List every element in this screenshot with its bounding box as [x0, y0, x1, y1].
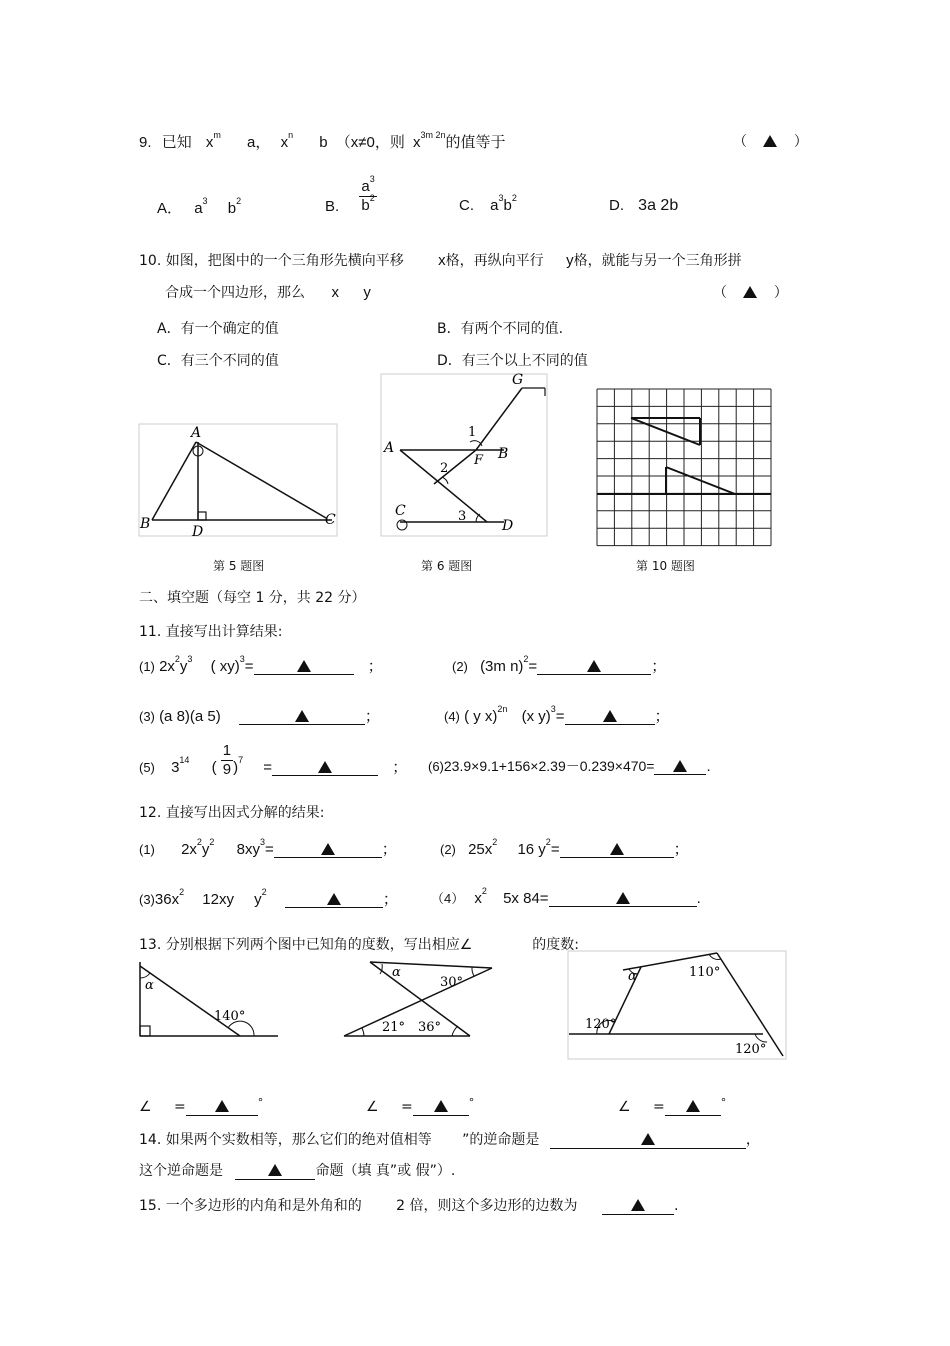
equals: =	[264, 841, 274, 858]
part-label: (3)	[139, 892, 155, 907]
equals: =	[539, 890, 549, 907]
q14-line2	[139, 1160, 455, 1180]
expr: 5x 84	[503, 890, 540, 907]
q12-part-3	[139, 888, 398, 909]
degree-symbol: °	[720, 1096, 727, 1109]
expr: (3m n)	[480, 658, 524, 675]
q15-text: 2 倍，则这个多边形的边数为	[396, 1198, 578, 1214]
q10-option-b[interactable]: B．有两个不同的值.	[437, 321, 564, 337]
q14-text: 14. 如果两个实数相等，那么它们的绝对值相等	[139, 1132, 432, 1148]
fig5-label-d: D	[192, 524, 204, 540]
q9-option-d[interactable]	[609, 197, 678, 215]
equals: =	[555, 708, 565, 725]
option-exp: 2	[511, 193, 517, 203]
q9-exp-m: m	[213, 130, 221, 140]
exp: 3	[187, 654, 193, 664]
q11-4-answer-blank[interactable]	[565, 708, 655, 725]
exp: 2	[523, 654, 529, 664]
fraction-den: 9	[222, 761, 232, 778]
q12-part-1	[139, 838, 397, 859]
fig6-label-g: G	[512, 372, 524, 388]
figure-5-caption: 第 5 题图	[213, 559, 265, 573]
expr: ( y x)	[464, 708, 498, 725]
fig5-label-b: B	[140, 516, 151, 532]
q9-condition: （x≠0，则	[335, 134, 405, 151]
part-label: (4)	[444, 709, 460, 724]
q9-var-a: a	[247, 134, 256, 151]
q10-option-d[interactable]: D．有三个以上不同的值	[437, 353, 588, 369]
q13-answer-2	[366, 1096, 474, 1116]
q12-3-answer-blank[interactable]	[285, 891, 383, 908]
separator: ；	[367, 658, 383, 675]
q13-fig2-alpha: α	[392, 965, 401, 980]
answer-triangle-icon	[603, 710, 617, 722]
separator: ；	[654, 708, 670, 725]
expr: (a 8)(a 5)	[159, 708, 221, 725]
paren-open: （	[733, 134, 747, 150]
q13-fig3-alpha: α	[628, 969, 637, 984]
expr: 12xy	[202, 891, 234, 908]
q14-text: 这个逆命题是	[139, 1163, 223, 1179]
fraction-den: b	[361, 197, 370, 214]
answer-triangle-icon	[673, 760, 687, 772]
part-label: （4）	[431, 891, 465, 906]
q13-title	[139, 934, 579, 954]
part-label: (1)	[139, 842, 155, 857]
angle-symbol: ∠	[618, 1099, 631, 1115]
exp: 7	[238, 755, 244, 765]
part-label: (1)	[139, 659, 155, 674]
option-label: B.	[325, 198, 340, 215]
q13-fig1-angle-140: 140°	[214, 1009, 246, 1024]
q11-2-answer-blank[interactable]	[537, 658, 651, 675]
fig5-label-c: C	[325, 512, 336, 528]
q10-var-y: y	[363, 284, 371, 301]
fig6-label-c: C	[395, 503, 406, 519]
q13-text: 13. 分别根据下列两个图中已知角的度数，写出相应∠	[139, 937, 473, 953]
q10-line2	[165, 282, 371, 302]
q13-3-answer-blank[interactable]	[665, 1099, 721, 1116]
expr: y	[254, 891, 262, 908]
option-term: b	[503, 197, 512, 214]
q9-number: 9.	[139, 134, 152, 151]
q13-fig2-angle-21: 21°	[382, 1020, 406, 1035]
expr: 8xy	[236, 841, 260, 858]
fig6-label-1: 1	[468, 425, 477, 440]
option-label: D.	[609, 197, 624, 214]
answer-triangle-icon	[295, 710, 309, 722]
equals: =	[550, 841, 560, 858]
q13-figure-3	[567, 950, 787, 1060]
equals: =	[244, 658, 254, 675]
exp: 2	[174, 654, 180, 664]
q15-answer-blank[interactable]	[602, 1198, 674, 1215]
fig6-label-b: B	[498, 446, 509, 462]
expr: y	[201, 841, 210, 858]
answer-triangle-icon	[587, 660, 601, 672]
figure-6-caption: 第 6 题图	[421, 559, 473, 573]
separator: ；	[673, 841, 689, 858]
option-exp: 3	[498, 193, 504, 203]
q10-var-x: x	[331, 284, 339, 301]
answer-triangle-icon	[434, 1100, 448, 1112]
expr: y	[179, 658, 188, 675]
expr: (x y)	[521, 708, 551, 725]
q9-option-b[interactable]	[325, 174, 377, 215]
q13-fig2-angle-30: 30°	[440, 975, 464, 990]
expr: 16 y	[517, 841, 546, 858]
expr: 23.9×9.1+156×2.39－0.239×470=	[443, 758, 655, 774]
exp: 2	[261, 887, 267, 897]
q11-5-fraction	[221, 742, 233, 779]
equals: =	[528, 658, 538, 675]
q12-1-answer-blank[interactable]	[274, 841, 382, 858]
q12-2-answer-blank[interactable]	[560, 841, 674, 858]
exp: 3	[550, 704, 556, 714]
figure-10-caption: 第 10 题图	[636, 559, 695, 573]
expr: 25x	[468, 841, 493, 858]
q13-figure-2	[340, 958, 496, 1040]
q11-part-5	[139, 742, 407, 779]
q9-exp-3m2n: 3m 2n	[420, 130, 446, 140]
q11-part-3	[139, 705, 380, 726]
q9-tail: 的值等于	[445, 134, 506, 151]
answer-triangle-icon	[631, 1199, 645, 1211]
q13-answer-3	[618, 1096, 726, 1116]
option-exp: 2	[236, 196, 242, 206]
q9-comma: ，	[255, 134, 271, 151]
fig6-label-f: F	[474, 453, 484, 468]
separator: ；	[392, 759, 408, 776]
fig6-label-3: 3	[458, 509, 467, 524]
paren-close: ）	[773, 285, 788, 301]
separator: ；	[651, 658, 667, 675]
answer-triangle-icon	[641, 1133, 655, 1145]
option-fraction	[359, 174, 376, 215]
expr: 2x	[159, 658, 175, 675]
q14-text: 命题（填 真”或 假”）.	[315, 1163, 456, 1179]
q9-var-x2: x	[280, 134, 289, 151]
q13-fig2-angle-36: 36°	[418, 1020, 442, 1035]
answer-triangle-icon	[610, 843, 624, 855]
paren: (	[211, 759, 217, 776]
paren-open: （	[713, 285, 727, 301]
q9-exp-n: n	[288, 130, 294, 140]
q11-5-answer-blank[interactable]	[272, 759, 378, 776]
fraction-den-exp: 2	[369, 193, 375, 203]
q11-3-answer-blank[interactable]	[239, 708, 365, 725]
separator: .	[673, 1198, 679, 1214]
expr: 3	[171, 759, 180, 776]
q11-part-1	[139, 655, 383, 676]
fig6-label-a: A	[384, 440, 395, 456]
q14-line1	[139, 1129, 760, 1149]
fig6-label-d: D	[502, 518, 514, 534]
separator: ；	[364, 708, 380, 725]
q14-answer-blank-2[interactable]	[235, 1163, 315, 1180]
q9-option-c[interactable]	[459, 193, 517, 214]
q10-text: 格，就能与另一个三角形拼	[573, 253, 742, 269]
exp: 14	[179, 755, 190, 765]
q13-2-answer-blank[interactable]	[413, 1099, 469, 1116]
q13-fig3-angle-110: 110°	[689, 965, 721, 980]
option-text: 3a 2b	[638, 197, 679, 214]
exp: 2	[179, 887, 185, 897]
q11-title: 11. 直接写出计算结果:	[139, 624, 283, 640]
separator: .	[706, 758, 711, 775]
angle-symbol: ∠	[366, 1099, 379, 1115]
exp: 2	[481, 886, 487, 896]
q9-option-a[interactable]	[157, 197, 241, 218]
fraction-num: a	[361, 178, 370, 195]
section-2-title: 二、填空题（每空 1 分，共 22 分）	[139, 590, 366, 606]
exp: 3	[259, 837, 265, 847]
option-label: C.	[459, 197, 474, 214]
answer-triangle-icon	[763, 135, 777, 147]
figure-10-grid	[596, 388, 786, 548]
option-exp: 3	[202, 196, 208, 206]
q10-option-c[interactable]: C．有三个不同的值	[157, 353, 279, 369]
q13-fig3-angle-120-right: 120°	[735, 1042, 767, 1057]
part-label: (2)	[452, 659, 468, 674]
option-term: a	[490, 197, 499, 214]
paren-close: ）	[793, 134, 808, 150]
q12-part-2	[440, 838, 689, 859]
expr: ( xy)	[210, 658, 240, 675]
q10-line1	[139, 250, 742, 270]
q11-1-answer-blank[interactable]	[254, 658, 354, 675]
figure-6	[380, 372, 550, 540]
equals: =	[263, 759, 273, 776]
q12-title: 12. 直接写出因式分解的结果:	[139, 805, 325, 821]
fraction-num: 1	[222, 742, 232, 759]
exp: 2	[545, 837, 551, 847]
q15-text: 15. 一个多边形的内角和是外角和的	[139, 1198, 362, 1214]
q11-part-6	[428, 756, 711, 776]
answer-triangle-icon	[743, 286, 757, 298]
separator: .	[696, 890, 701, 907]
q10-answer-paren[interactable]	[713, 282, 788, 302]
option-label: A．	[157, 200, 183, 217]
q13-1-answer-blank[interactable]	[186, 1099, 258, 1116]
q10-text: 10. 如图，把图中的一个三角形先横向平移	[139, 253, 404, 269]
q11-part-4	[444, 705, 670, 726]
q9-var-x3: x	[413, 134, 421, 151]
equals: =	[653, 1099, 665, 1115]
separator: ；	[382, 891, 398, 908]
q11-6-answer-blank[interactable]	[654, 758, 706, 775]
q15-line	[139, 1195, 678, 1215]
option-term: b	[227, 200, 237, 217]
answer-triangle-icon	[321, 843, 335, 855]
q13-text: 的度数:	[532, 937, 579, 953]
degree-symbol: °	[468, 1096, 475, 1109]
expr: 36x	[154, 891, 180, 908]
equals: =	[401, 1099, 413, 1115]
q13-fig1-alpha: α	[145, 978, 154, 993]
answer-triangle-icon	[686, 1100, 700, 1112]
answer-triangle-icon	[318, 761, 332, 773]
q11-part-2	[452, 655, 666, 676]
q9-var-x: x	[205, 134, 214, 151]
q12-4-answer-blank[interactable]	[549, 890, 697, 907]
exp: 2	[196, 837, 202, 847]
fig5-label-a: A	[191, 425, 202, 441]
q10-text: 格，再纵向平行	[445, 253, 544, 269]
q9-answer-paren[interactable]	[733, 131, 808, 151]
paren: )	[233, 759, 239, 776]
exp: 2	[209, 837, 215, 847]
equals: =	[174, 1099, 186, 1115]
answer-triangle-icon	[215, 1100, 229, 1112]
q9-var-b: b	[319, 134, 328, 151]
q10-var-x: x	[438, 252, 446, 269]
exp: 2	[492, 837, 498, 847]
q10-option-a[interactable]: A．有一个确定的值	[157, 321, 279, 337]
q10-text: 合成一个四边形，那么	[165, 285, 305, 301]
fig6-label-2: 2	[440, 461, 449, 476]
q14-text: ”的逆命题是	[462, 1132, 540, 1148]
expr: x	[474, 890, 482, 907]
part-label: (6)	[428, 759, 444, 774]
answer-triangle-icon	[297, 660, 311, 672]
part-label: (5)	[139, 760, 155, 775]
answer-triangle-icon	[268, 1164, 282, 1176]
q12-part-4	[431, 888, 701, 907]
degree-symbol: °	[257, 1096, 264, 1109]
q9-lead: 已知	[161, 134, 192, 151]
answer-triangle-icon	[616, 892, 630, 904]
q13-figure-1	[138, 960, 280, 1042]
part-label: (3)	[139, 709, 155, 724]
angle-symbol: ∠	[139, 1099, 152, 1115]
figure-5	[138, 420, 340, 540]
q13-answer-1	[139, 1096, 263, 1116]
exp: 3	[239, 654, 245, 664]
option-term: a	[194, 200, 203, 217]
expr: 2x	[181, 841, 197, 858]
q14-answer-blank-1[interactable]	[550, 1132, 746, 1149]
separator: ；	[381, 841, 397, 858]
part-label: (2)	[440, 842, 456, 857]
q13-fig3-angle-120-left: 120°	[585, 1017, 617, 1032]
fraction-num-exp: 3	[369, 174, 375, 184]
separator: ，	[745, 1132, 760, 1148]
exp: 2n	[497, 704, 508, 714]
q10-var-y: y	[566, 252, 574, 269]
q9-stem	[139, 131, 506, 152]
answer-triangle-icon	[327, 893, 341, 905]
